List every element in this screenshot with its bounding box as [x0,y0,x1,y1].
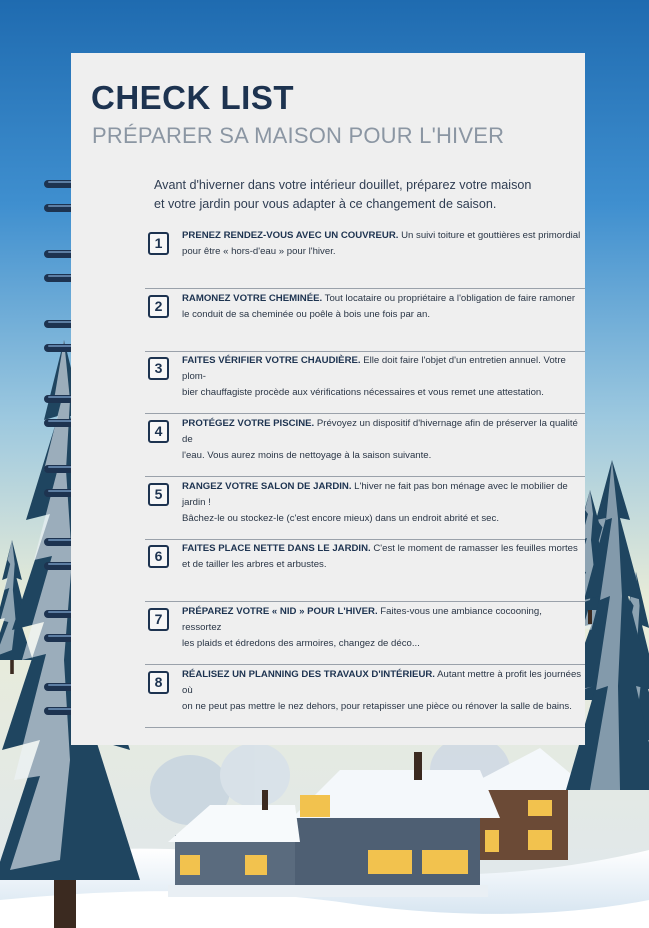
item-line2: on ne peut pas mettre le nez dehors, pour retapisser une pièce ou rénover la salle de bains. [182,701,572,712]
item-heading: RAMONEZ VOTRE CHEMINÉE. [182,293,323,304]
item-text [182,291,582,323]
item-heading: FAITES VÉRIFIER VOTRE CHAUDIÈRE. [182,355,361,366]
checklist-item-1 [145,226,585,289]
item-text [182,541,582,573]
item-number: 2 [148,295,169,318]
item-heading: RÉALISEZ UN PLANNING DES TRAVAUX D'INTÉRIEUR. [182,669,435,680]
item-heading: RANGEZ VOTRE SALON DE JARDIN. [182,481,352,492]
item-line1: Faites-vous une ambiance cocooning, ressortez [182,606,542,633]
page-subtitle: PRÉPARER SA MAISON POUR L'HIVER [92,123,505,148]
checklist-item-8 [145,665,585,728]
intro-text [154,176,554,214]
intro-line: Avant d'hiverner dans votre intérieur douillet, préparez votre maison [154,178,532,192]
item-line1: Prévoyez un dispositif d'hivernage afin de préserver la qualité de [182,418,578,445]
item-text [182,228,582,260]
item-text [182,416,582,464]
item-line2: Bâchez-le ou stockez-le (c'est encore mieux) dans un endroit abrité et sec. [182,513,499,524]
item-heading: PROTÉGEZ VOTRE PISCINE. [182,418,315,429]
item-number: 8 [148,671,169,694]
item-line2: le conduit de sa cheminée ou poêle à bois une fois par an. [182,309,431,320]
item-text [182,353,582,401]
item-line2: bier chauffagiste procède aux vérifications nécessaires et vous remet une attestation. [182,387,544,398]
checklist-item-6 [145,539,585,602]
item-number: 3 [148,357,169,380]
checklist-item-5 [145,477,585,540]
item-number: 4 [148,420,169,443]
item-line1: Tout locataire ou propriétaire a l'obligation de faire ramoner [322,293,576,304]
item-number: 5 [148,483,169,506]
intro-line: et votre jardin pour vous adapter à ce changement de saison. [154,197,497,211]
checklist-item-3 [145,351,585,414]
item-line1: Elle doit faire l'objet d'un entretien annuel. Votre plom- [182,355,566,382]
checklist-item-7 [145,602,585,665]
item-number: 7 [148,608,169,631]
item-line2: pour être « hors-d'eau » pour l'hiver. [182,246,336,257]
item-number: 1 [148,232,169,255]
item-text [182,479,582,527]
checklist-item-4 [145,414,585,477]
item-text [182,604,582,652]
checklist-item-2 [145,289,585,352]
item-line2: et de tailler les arbres et arbustes. [182,559,327,570]
page-title: CHECK LIST [91,79,294,116]
item-line1: Autant mettre à profit les journées où [182,669,582,696]
item-line2: les plaids et édredons des armoires, changez de déco... [182,638,420,649]
item-line1: Un suivi toiture et gouttières est primordial [398,230,581,241]
item-line1: C'est le moment de ramasser les feuilles mortes [370,543,578,554]
checklist-card [71,53,585,745]
item-heading: PRENEZ RENDEZ-VOUS AVEC UN COUVREUR. [182,230,399,241]
item-number: 6 [148,545,169,568]
item-heading: FAITES PLACE NETTE DANS LE JARDIN. [182,543,371,554]
item-line1: L'hiver ne fait pas bon ménage avec le mobilier de jardin ! [182,481,568,508]
item-text [182,667,582,715]
item-line2: l'eau. Vous aurez moins de nettoyage à la saison suivante. [182,450,432,461]
item-heading: PRÉPAREZ VOTRE « NID » POUR L'HIVER. [182,606,378,617]
